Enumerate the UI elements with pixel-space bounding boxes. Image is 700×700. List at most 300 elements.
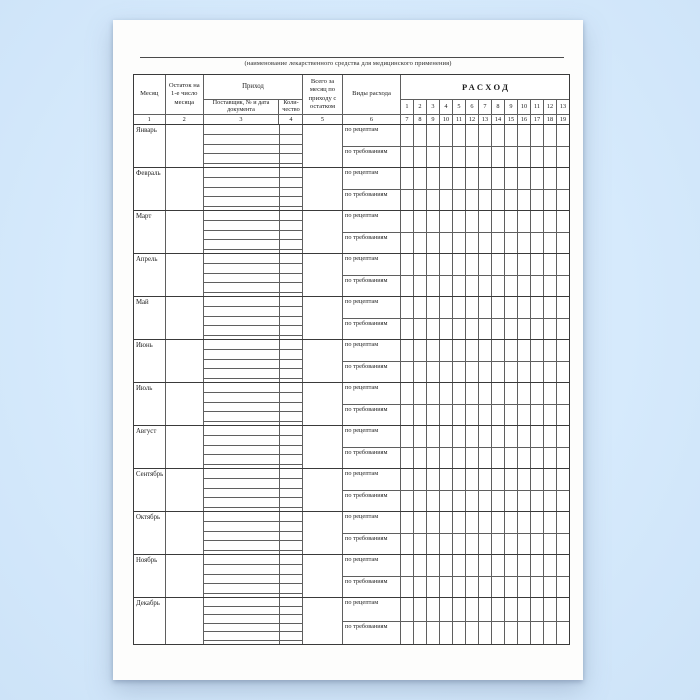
column-index-15: 15 bbox=[505, 115, 518, 124]
expense-value-cell bbox=[414, 512, 427, 533]
expense-value-cell bbox=[557, 512, 569, 533]
expense-value-cell bbox=[401, 168, 414, 189]
expense-value-cell bbox=[557, 491, 569, 512]
expense-value-cell bbox=[492, 168, 505, 189]
supplier-row bbox=[204, 393, 302, 403]
expense-value-cell bbox=[505, 297, 518, 318]
supplier-row bbox=[204, 178, 302, 188]
supplier-row bbox=[204, 383, 302, 393]
expense-area bbox=[343, 211, 569, 253]
expense-value-cell bbox=[466, 469, 479, 490]
expense-value-cell bbox=[557, 426, 569, 447]
expense-value-cell bbox=[479, 190, 492, 211]
header-month-label: Месяц bbox=[140, 90, 159, 98]
expense-area bbox=[343, 340, 569, 382]
expense-value-cell bbox=[518, 276, 531, 297]
expense-kind-row bbox=[343, 147, 569, 168]
expense-value-cell bbox=[440, 168, 453, 189]
expense-value-cell bbox=[492, 469, 505, 490]
supplier-row bbox=[204, 426, 302, 436]
expense-value-cell bbox=[440, 534, 453, 555]
expense-value-cell bbox=[544, 598, 557, 621]
header-total-label: Всего за месяц по приходу с остатком bbox=[308, 78, 337, 110]
supplier-quantity-divider bbox=[279, 168, 280, 210]
expense-value-cell bbox=[479, 555, 492, 576]
expense-kind-prescriptions: по рецептам bbox=[343, 555, 401, 576]
expense-value-cell bbox=[414, 622, 427, 645]
expense-kind-row bbox=[343, 297, 569, 319]
expense-value-cell bbox=[427, 190, 440, 211]
expense-value-cell bbox=[531, 512, 544, 533]
expense-value-cell bbox=[479, 233, 492, 254]
expense-value-cell bbox=[401, 297, 414, 318]
expense-kind-row bbox=[343, 448, 569, 469]
expense-value-cell bbox=[453, 211, 466, 232]
expense-value-cell bbox=[401, 491, 414, 512]
supplier-row bbox=[204, 436, 302, 446]
expense-kind-prescriptions: по рецептам bbox=[343, 469, 401, 490]
supplier-quantity-divider bbox=[279, 211, 280, 253]
month-name-cell: Июль bbox=[134, 383, 166, 425]
supplier-quantity-divider bbox=[279, 340, 280, 382]
expense-value-cell bbox=[466, 147, 479, 168]
expense-value-cell bbox=[479, 491, 492, 512]
expense-value-cell bbox=[505, 469, 518, 490]
expense-value-cell bbox=[466, 383, 479, 404]
balance-cell bbox=[166, 297, 205, 339]
expense-value-cell bbox=[401, 340, 414, 361]
expense-value-cell bbox=[466, 125, 479, 146]
table-body bbox=[134, 125, 569, 644]
expense-value-cell bbox=[479, 254, 492, 275]
expense-kind-requisitions: по требованиям bbox=[343, 405, 401, 426]
expense-value-cell bbox=[453, 426, 466, 447]
expense-value-cell bbox=[479, 125, 492, 146]
expense-value-cell bbox=[505, 426, 518, 447]
supplier-quantity-divider bbox=[279, 254, 280, 296]
expense-value-cell bbox=[531, 190, 544, 211]
expense-value-cell bbox=[531, 491, 544, 512]
expense-subcol-number: 4 bbox=[440, 100, 453, 115]
supplier-row bbox=[204, 254, 302, 264]
expense-kind-requisitions: по требованиям bbox=[343, 491, 401, 512]
expense-value-cell bbox=[414, 168, 427, 189]
supplier-row bbox=[204, 412, 302, 422]
expense-value-cell bbox=[401, 211, 414, 232]
expense-value-cell bbox=[557, 598, 569, 621]
expense-value-cell bbox=[518, 469, 531, 490]
expense-value-cell bbox=[505, 362, 518, 383]
expense-value-cell bbox=[557, 168, 569, 189]
total-cell bbox=[303, 211, 343, 253]
expense-value-cell bbox=[531, 233, 544, 254]
expense-value-cell bbox=[414, 469, 427, 490]
month-block bbox=[134, 555, 569, 598]
header-income-numbers bbox=[204, 114, 302, 124]
expense-value-cell bbox=[414, 555, 427, 576]
expense-value-cell bbox=[544, 448, 557, 469]
expense-value-cell bbox=[531, 405, 544, 426]
expense-value-cell bbox=[479, 276, 492, 297]
expense-value-cell bbox=[518, 383, 531, 404]
expense-value-cell bbox=[466, 362, 479, 383]
column-index-9: 9 bbox=[427, 115, 440, 124]
expense-value-cell bbox=[479, 598, 492, 621]
expense-value-cell bbox=[453, 469, 466, 490]
expense-kind-prescriptions: по рецептам bbox=[343, 168, 401, 189]
expense-value-cell bbox=[453, 383, 466, 404]
expense-value-cell bbox=[518, 448, 531, 469]
expense-value-cell bbox=[492, 383, 505, 404]
expense-value-cell bbox=[557, 319, 569, 340]
expense-value-cell bbox=[505, 340, 518, 361]
expense-value-cell bbox=[557, 534, 569, 555]
supplier-row bbox=[204, 479, 302, 489]
expense-value-cell bbox=[479, 319, 492, 340]
expense-value-cell bbox=[401, 622, 414, 645]
expense-value-cell bbox=[557, 276, 569, 297]
expense-value-cell bbox=[479, 362, 492, 383]
supplier-row bbox=[204, 297, 302, 307]
expense-value-cell bbox=[505, 555, 518, 576]
column-index-13: 13 bbox=[479, 115, 492, 124]
expense-subcol-number: 8 bbox=[492, 100, 505, 115]
expense-value-cell bbox=[492, 125, 505, 146]
expense-value-cell bbox=[544, 276, 557, 297]
supplier-row bbox=[204, 632, 302, 641]
expense-value-cell bbox=[518, 319, 531, 340]
expense-value-cell bbox=[427, 168, 440, 189]
expense-value-cell bbox=[401, 426, 414, 447]
expense-subcol-number: 5 bbox=[453, 100, 466, 115]
supplier-row bbox=[204, 125, 302, 135]
expense-subcol-number: 1 bbox=[401, 100, 414, 115]
column-index-4: 4 bbox=[289, 116, 293, 124]
expense-value-cell bbox=[531, 622, 544, 645]
expense-area bbox=[343, 469, 569, 511]
expense-value-cell bbox=[531, 276, 544, 297]
expense-value-cell bbox=[531, 555, 544, 576]
total-cell bbox=[303, 383, 343, 425]
expense-value-cell bbox=[505, 383, 518, 404]
expense-value-cell bbox=[453, 555, 466, 576]
expense-value-cell bbox=[544, 622, 557, 645]
expense-value-cell bbox=[466, 254, 479, 275]
supplier-quantity-divider bbox=[279, 125, 280, 167]
expense-value-cell bbox=[544, 319, 557, 340]
expense-value-cell bbox=[518, 233, 531, 254]
expense-value-cell bbox=[531, 125, 544, 146]
supplier-quantity-grid bbox=[204, 383, 303, 425]
expense-value-cell bbox=[557, 555, 569, 576]
expense-value-cell bbox=[544, 512, 557, 533]
expense-value-cell bbox=[531, 534, 544, 555]
supplier-row bbox=[204, 188, 302, 198]
expense-value-cell bbox=[401, 469, 414, 490]
expense-kind-row bbox=[343, 577, 569, 598]
expense-value-cell bbox=[492, 491, 505, 512]
expense-value-cell bbox=[440, 233, 453, 254]
expense-subcol-number: 7 bbox=[479, 100, 492, 115]
expense-value-cell bbox=[401, 362, 414, 383]
total-cell bbox=[303, 254, 343, 296]
expense-value-cell bbox=[427, 555, 440, 576]
expense-value-cell bbox=[427, 534, 440, 555]
expense-value-cell bbox=[427, 491, 440, 512]
column-index-8: 8 bbox=[414, 115, 427, 124]
expense-value-cell bbox=[492, 276, 505, 297]
expense-value-cell bbox=[531, 297, 544, 318]
expense-value-cell bbox=[414, 147, 427, 168]
expense-value-cell bbox=[492, 362, 505, 383]
supplier-row bbox=[204, 624, 302, 633]
supplier-quantity-grid bbox=[204, 297, 303, 339]
supplier-quantity-divider bbox=[279, 297, 280, 339]
expense-value-cell bbox=[557, 577, 569, 598]
supplier-quantity-grid bbox=[204, 254, 303, 296]
expense-value-cell bbox=[440, 598, 453, 621]
expense-value-cell bbox=[492, 211, 505, 232]
expense-value-cell bbox=[401, 383, 414, 404]
expense-value-cell bbox=[453, 147, 466, 168]
month-block bbox=[134, 168, 569, 211]
expense-value-cell bbox=[466, 190, 479, 211]
expense-kind-requisitions: по требованиям bbox=[343, 233, 401, 254]
supplier-row bbox=[204, 455, 302, 465]
month-name-cell: Ноябрь bbox=[134, 555, 166, 597]
supplier-quantity-grid bbox=[204, 426, 303, 468]
expense-value-cell bbox=[479, 147, 492, 168]
expense-value-cell bbox=[440, 577, 453, 598]
expense-value-cell bbox=[531, 211, 544, 232]
expense-value-cell bbox=[505, 405, 518, 426]
supplier-row bbox=[204, 154, 302, 164]
month-name-cell: Март bbox=[134, 211, 166, 253]
expense-value-cell bbox=[453, 319, 466, 340]
expense-value-cell bbox=[531, 448, 544, 469]
expense-value-cell bbox=[440, 622, 453, 645]
supplier-row bbox=[204, 274, 302, 284]
expense-value-cell bbox=[518, 405, 531, 426]
expense-value-cell bbox=[544, 168, 557, 189]
expense-value-cell bbox=[414, 254, 427, 275]
supplier-row bbox=[204, 197, 302, 207]
expense-value-cell bbox=[544, 426, 557, 447]
table-header bbox=[134, 75, 569, 125]
expense-value-cell bbox=[401, 147, 414, 168]
expense-kind-requisitions: по требованиям bbox=[343, 577, 401, 598]
expense-value-cell bbox=[414, 319, 427, 340]
expense-value-cell bbox=[427, 405, 440, 426]
supplier-row bbox=[204, 221, 302, 231]
supplier-row bbox=[204, 522, 302, 532]
expense-kind-row bbox=[343, 168, 569, 190]
column-index-14: 14 bbox=[492, 115, 505, 124]
expense-kind-row bbox=[343, 555, 569, 577]
supplier-row bbox=[204, 317, 302, 327]
expense-value-cell bbox=[479, 512, 492, 533]
expense-value-cell bbox=[505, 147, 518, 168]
column-index-11: 11 bbox=[453, 115, 466, 124]
expense-value-cell bbox=[531, 147, 544, 168]
header-balance-label: Остаток на 1-е число месяца bbox=[168, 82, 200, 106]
month-name-cell: Август bbox=[134, 426, 166, 468]
expense-value-cell bbox=[427, 233, 440, 254]
expense-value-cell bbox=[466, 577, 479, 598]
header-col-total bbox=[303, 75, 343, 124]
expense-value-cell bbox=[492, 190, 505, 211]
expense-value-cell bbox=[479, 168, 492, 189]
expense-value-cell bbox=[453, 276, 466, 297]
expense-value-cell bbox=[401, 448, 414, 469]
expense-value-cell bbox=[466, 622, 479, 645]
expense-value-cell bbox=[466, 534, 479, 555]
expense-kind-prescriptions: по рецептам bbox=[343, 211, 401, 232]
expense-value-cell bbox=[544, 233, 557, 254]
balance-cell bbox=[166, 254, 205, 296]
expense-subcol-number: 10 bbox=[518, 100, 531, 115]
expense-value-cell bbox=[518, 534, 531, 555]
expense-value-cell bbox=[518, 190, 531, 211]
expense-value-cell bbox=[505, 190, 518, 211]
total-cell bbox=[303, 512, 343, 554]
expense-subcol-number: 11 bbox=[531, 100, 544, 115]
expense-value-cell bbox=[466, 512, 479, 533]
expense-value-cell bbox=[453, 362, 466, 383]
expense-value-cell bbox=[479, 577, 492, 598]
expense-value-cell bbox=[453, 491, 466, 512]
supplier-row bbox=[204, 211, 302, 221]
expense-kind-prescriptions: по рецептам bbox=[343, 254, 401, 275]
expense-value-cell bbox=[505, 319, 518, 340]
header-supplier-label: Поставщик, № и дата документа bbox=[204, 100, 279, 115]
expense-value-cell bbox=[427, 125, 440, 146]
month-name-cell: Октябрь bbox=[134, 512, 166, 554]
expense-value-cell bbox=[518, 491, 531, 512]
expense-value-cell bbox=[427, 340, 440, 361]
expense-value-cell bbox=[531, 577, 544, 598]
expense-area bbox=[343, 297, 569, 339]
expense-value-cell bbox=[414, 448, 427, 469]
expense-value-cell bbox=[466, 405, 479, 426]
expense-value-cell bbox=[544, 362, 557, 383]
expense-value-cell bbox=[557, 362, 569, 383]
expense-value-cell bbox=[414, 276, 427, 297]
supplier-row bbox=[204, 403, 302, 413]
expense-kind-row bbox=[343, 598, 569, 622]
expense-value-cell bbox=[492, 254, 505, 275]
expense-value-cell bbox=[544, 125, 557, 146]
ledger-table bbox=[133, 74, 570, 645]
expense-kind-prescriptions: по рецептам bbox=[343, 383, 401, 404]
expense-value-cell bbox=[492, 297, 505, 318]
expense-value-cell bbox=[414, 297, 427, 318]
expense-kind-prescriptions: по рецептам bbox=[343, 340, 401, 361]
expense-value-cell bbox=[401, 405, 414, 426]
expense-value-cell bbox=[440, 491, 453, 512]
expense-value-cell bbox=[427, 598, 440, 621]
balance-cell bbox=[166, 211, 205, 253]
expense-value-cell bbox=[414, 491, 427, 512]
expense-value-cell bbox=[479, 534, 492, 555]
expense-value-cell bbox=[453, 512, 466, 533]
expense-value-cell bbox=[427, 383, 440, 404]
expense-kind-row bbox=[343, 512, 569, 534]
expense-value-cell bbox=[401, 319, 414, 340]
column-index-17: 17 bbox=[531, 115, 544, 124]
expense-value-cell bbox=[453, 190, 466, 211]
expense-value-cell bbox=[427, 211, 440, 232]
supplier-quantity-grid bbox=[204, 469, 303, 511]
expense-value-cell bbox=[440, 211, 453, 232]
month-block bbox=[134, 383, 569, 426]
expense-value-cell bbox=[492, 534, 505, 555]
expense-value-cell bbox=[414, 598, 427, 621]
header-col-income bbox=[204, 75, 303, 124]
expense-subcol-number: 13 bbox=[559, 103, 567, 111]
expense-value-cell bbox=[531, 426, 544, 447]
supplier-quantity-grid bbox=[204, 168, 303, 210]
expense-value-cell bbox=[414, 362, 427, 383]
expense-value-cell bbox=[544, 469, 557, 490]
expense-value-cell bbox=[453, 448, 466, 469]
expense-value-cell bbox=[414, 577, 427, 598]
expense-value-cell bbox=[518, 598, 531, 621]
drug-name-caption: (наименование лекарственного средства для медицинского применения) bbox=[244, 60, 452, 67]
expense-value-cell bbox=[518, 426, 531, 447]
expense-value-cell bbox=[479, 297, 492, 318]
expense-value-cell bbox=[531, 469, 544, 490]
expense-value-cell bbox=[492, 448, 505, 469]
expense-value-cell bbox=[427, 577, 440, 598]
expense-value-cell bbox=[466, 211, 479, 232]
expense-value-cell bbox=[453, 233, 466, 254]
month-name-cell: Январь bbox=[134, 125, 166, 167]
expense-value-cell bbox=[505, 448, 518, 469]
expense-value-cell bbox=[401, 512, 414, 533]
expense-kind-row bbox=[343, 622, 569, 645]
supplier-row bbox=[204, 575, 302, 585]
expense-value-cell bbox=[557, 233, 569, 254]
expense-value-cell bbox=[518, 622, 531, 645]
expense-value-cell bbox=[414, 233, 427, 254]
expense-kind-prescriptions: по рецептам bbox=[343, 125, 401, 146]
supplier-quantity-grid bbox=[204, 340, 303, 382]
expense-subcol-number: 12 bbox=[544, 100, 557, 115]
expense-value-cell bbox=[466, 297, 479, 318]
expense-value-cell bbox=[440, 555, 453, 576]
expense-value-cell bbox=[440, 297, 453, 318]
column-index-10: 10 bbox=[440, 115, 453, 124]
expense-value-cell bbox=[427, 297, 440, 318]
supplier-quantity-divider bbox=[279, 555, 280, 597]
expense-value-cell bbox=[453, 405, 466, 426]
expense-value-cell bbox=[505, 276, 518, 297]
balance-cell bbox=[166, 168, 205, 210]
expense-value-cell bbox=[518, 168, 531, 189]
balance-cell bbox=[166, 512, 205, 554]
expense-value-cell bbox=[544, 555, 557, 576]
expense-value-cell bbox=[518, 577, 531, 598]
expense-value-cell bbox=[544, 340, 557, 361]
expense-value-cell bbox=[492, 598, 505, 621]
expense-value-cell bbox=[544, 211, 557, 232]
expense-value-cell bbox=[518, 147, 531, 168]
column-index-3: 3 bbox=[204, 115, 279, 124]
expense-value-cell bbox=[427, 254, 440, 275]
supplier-row bbox=[204, 565, 302, 575]
drug-name-fill-line bbox=[140, 57, 564, 58]
